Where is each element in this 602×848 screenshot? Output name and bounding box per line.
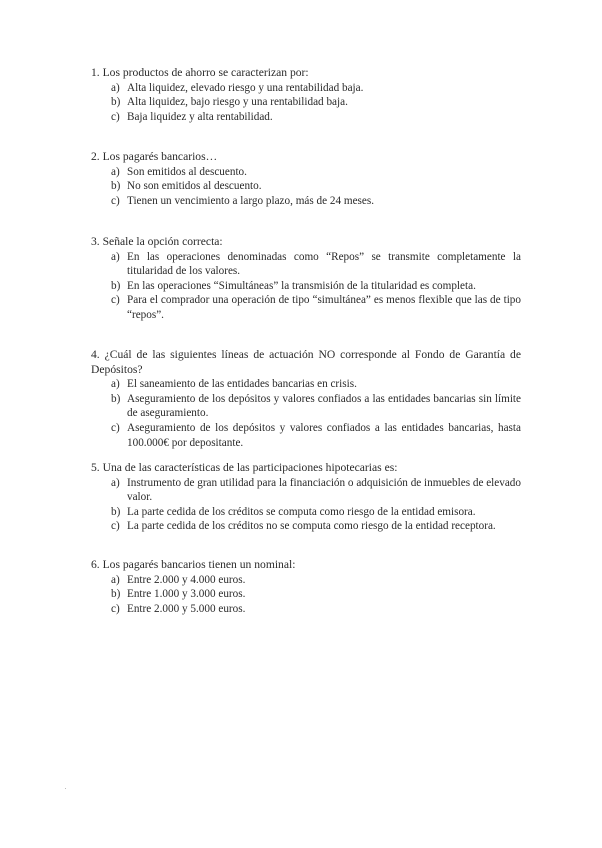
question-title: 5. Una de las características de las participaciones hipotecarias es: [91, 461, 398, 474]
option-letter: a) [111, 250, 120, 263]
option-b [111, 505, 521, 520]
question-3 [91, 235, 521, 323]
option-text: Son emitidos al descuento. [127, 165, 247, 178]
option-c [111, 293, 521, 322]
option-c [111, 421, 521, 450]
option-a [111, 377, 521, 392]
option-letter: b) [111, 588, 121, 601]
option-letter: c) [111, 602, 120, 615]
option-letter: c) [111, 110, 120, 123]
question-title: 2. Los pagarés bancarios… [91, 150, 218, 163]
option-letter: a) [111, 165, 120, 178]
option-text: Instrumento de gran utilidad para la financiación o adquisición de inmuebles de elevado valor. [127, 476, 521, 504]
option-letter: c) [111, 294, 120, 307]
question-1 [91, 66, 521, 124]
question-title: 3. Señale la opción correcta: [91, 235, 223, 248]
option-c [111, 194, 521, 209]
option-letter: c) [111, 520, 120, 533]
option-letter: b) [111, 505, 121, 518]
question-5 [91, 461, 521, 534]
question-6 [91, 558, 521, 616]
option-text: Aseguramiento de los depósitos y valores confiados a las entidades bancarias, hasta 100.000€ por depositante. [127, 421, 521, 449]
option-text: Alta liquidez, elevado riesgo y una rentabilidad baja. [127, 81, 364, 94]
option-text: Aseguramiento de los depósitos y valores confiados a las entidades bancarias sin límite de aseguramiento. [127, 392, 521, 420]
option-text: La parte cedida de los créditos no se computa como riesgo de la entidad receptora. [127, 520, 496, 533]
question-title: 4. ¿Cuál de las siguientes líneas de actuación NO corresponde al Fondo de Garantía de Depósitos? [91, 348, 521, 376]
option-letter: a) [111, 476, 120, 489]
option-letter: a) [111, 81, 120, 94]
option-a [111, 250, 521, 279]
option-c [111, 110, 521, 125]
option-a [111, 476, 521, 505]
option-text: Alta liquidez, bajo riesgo y una rentabilidad baja. [127, 96, 348, 109]
option-letter: b) [111, 392, 121, 405]
option-letter: b) [111, 180, 121, 193]
question-2 [91, 150, 521, 208]
option-letter: b) [111, 279, 121, 292]
option-c [111, 602, 521, 617]
option-a [111, 165, 521, 180]
option-b [111, 587, 521, 602]
option-c [111, 519, 521, 534]
option-text: En las operaciones “Simultáneas” la transmisión de la titularidad es completa. [127, 279, 476, 292]
option-letter: a) [111, 378, 120, 391]
question-title: 1. Los productos de ahorro se caracterizan por: [91, 66, 309, 79]
scan-speck [65, 788, 66, 789]
option-letter: c) [111, 194, 120, 207]
option-text: No son emitidos al descuento. [127, 180, 262, 193]
option-a [111, 573, 521, 588]
option-text: Tienen un vencimiento a largo plazo, más de 24 meses. [127, 194, 375, 207]
option-text: El saneamiento de las entidades bancarias en crisis. [127, 378, 357, 391]
question-4 [91, 348, 521, 450]
option-letter: b) [111, 96, 121, 109]
option-text: La parte cedida de los créditos se computa como riesgo de la entidad emisora. [127, 505, 476, 518]
option-letter: c) [111, 421, 120, 434]
option-b [111, 179, 521, 194]
option-letter: a) [111, 573, 120, 586]
option-text: Entre 2.000 y 4.000 euros. [127, 573, 246, 586]
option-text: Entre 2.000 y 5.000 euros. [127, 602, 246, 615]
option-b [111, 392, 521, 421]
option-text: En las operaciones denominadas como “Repos” se transmite completamente la titularidad de los valores. [127, 250, 521, 278]
option-a [111, 81, 521, 96]
question-title: 6. Los pagarés bancarios tienen un nominal: [91, 558, 296, 571]
option-text: Para el comprador una operación de tipo “simultánea” es menos flexible que las de tipo “repos”. [127, 294, 521, 321]
option-text: Entre 1.000 y 3.000 euros. [127, 588, 246, 601]
option-b [111, 95, 521, 110]
option-b [111, 279, 521, 294]
option-text: Baja liquidez y alta rentabilidad. [127, 110, 273, 123]
